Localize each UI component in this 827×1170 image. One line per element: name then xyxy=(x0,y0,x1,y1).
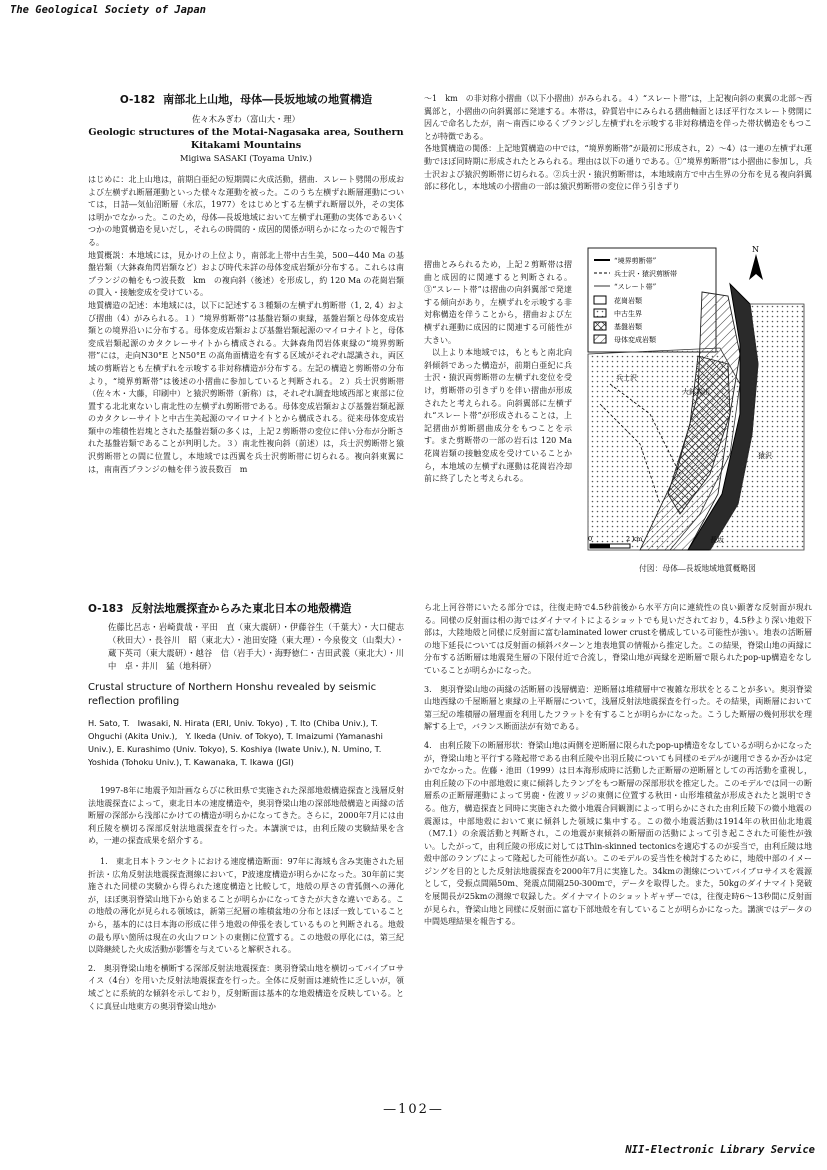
scale-label: 0 xyxy=(588,535,593,543)
relation-paragraph-cont: 摺曲とみられるため，上記２剪断帯は摺曲と成因的に関連すると判断される。③“スレート帯”は摺曲の向斜翼部で発達する傾向があり，左横ずれを示唆する非対称構造を伴うことから，摺曲および左横ずれ運動に成因的に関連する可能性が大きい。 xyxy=(424,260,572,345)
abstract-o182-right-narrow xyxy=(424,259,572,486)
north-arrow-icon xyxy=(749,254,763,280)
authors-ja: 佐藤比呂志・岩崎貴哉・平田 直（東大震研）・伊藤谷生（千葉大）・大口健志（秋田大）・長谷川 昭（東北大）・池田安隆（東大理）・今泉俊文（山梨大）・蔵下英司（東大震研）・越谷 信（岩手大）・海野徳仁・吉田武義（東北大）・川中 卓・井川 猛（地科研） xyxy=(108,622,404,671)
continuation-paragraph: 〜1 km の非対称小摺曲（以下小摺曲）がみられる。４）“スレート帯”は，上記複向斜の東翼の北部〜西翼部と，小摺曲の向斜翼部に発達する。本帯は，砕質岩中にみられる摺曲軸面とほぼ平行なスレート劈開に因んで命名したが，南〜南西にゆるくプランジし左横ずれを示唆する非対称構造を伴った帯状構造をもつことが特徴である。 xyxy=(424,94,812,141)
abstract-title-en xyxy=(88,126,404,152)
place-label: 兵士沢 xyxy=(616,374,637,382)
abstract-id: O-182 xyxy=(119,94,156,106)
author-ja: 佐々木みぎわ（富山大・理） xyxy=(192,114,300,124)
north-label: N xyxy=(752,245,759,254)
intro-paragraph: はじめに：北上山地は，前期白亜紀の短期間に火成活動，摺曲．スレート劈開の形成および左横ずれ断層運動といった様々な運動を被った。このうち左横ずれ断層運動については，日詰―気仙沼断層（永広，1977）をはじめとする左横ずれ断層以外，その実体は明かでなかった。このため，母体―長坂地域において左横ずれ運動の実体であるいくつかの地質構造を見いだし，それらの時間的・成因的関係が明らかになったので報告する。 xyxy=(88,175,404,247)
legend-label: 基盤岩類 xyxy=(614,323,642,331)
conclusion-paragraph: 以上より本地域では，もともと南北向斜傾斜であった構造が，前期白亜紀に兵士沢・猿沢両剪断帯の左横ずれ変位を受け，剪断帯の引きずりを伴い摺曲が形成されたと考えられる。向斜翼部に左横ずれ“スレート帯”が形成されることは，上記摺曲が剪断摺曲成分をもつことを示す。また剪断帯の一部の岩石は 120 Ma 花崗岩類の接触変成を受けていることから，本地域の左横ずれ運動は花崗岩冷却前に終了したと考えられる。 xyxy=(424,348,572,484)
abstract-title-ja: 南部北上山地，母体―長坂地域の地質構造 xyxy=(163,93,373,106)
section-1-paragraph: 1. 東北日本トランセクトにおける速度構造断面：97年に海域も含み実施された屈折法・広角反射法地震探査測線において，P波速度構造が明らかになった。30年前に実施された同様の実験から得られた速度構造と比較して，地殻の厚さの背弧側への薄化が，ほぼ奥羽脊梁山地下から始まることが明らかになってきたが大きな違いである。この地殻の薄化が見られる領域は，新第三紀層の堆積盆地の分布とほぼ一致していることから，基本的には日本海の形成に伴う地殻の伸張を表しているものと判断される。地殻の最も厚い箇所は現在の火山フロントの東側に位置する。この地殻の厚化には，第三紀以降継続した火成活動が影響を与えていると解釈される。 xyxy=(88,856,404,955)
relation-paragraph: 各地質構造の関係：上記地質構造の中では，“境界剪断帯”が最初に形成され，2）〜4）は一連の左横ずれ運動でほぼ同時期に形成されたとみられる。理由は以下の通りである。①“境界剪断帯”は小摺曲に参加し，兵士沢および猿沢剪断帯に切られる。②兵士沢・猿沢剪断帯は，本地域南方で中古生界の分布を見る複向斜翼部に移化し，本地域の小摺曲の一部は猿沢剪断帯の変位に伴う引きずり xyxy=(424,144,812,192)
scale-label: 2 km xyxy=(626,535,643,543)
authors-en: H. Sato, T. Iwasaki, N. Hirata (ERI, Univ. Tokyo) , T. Ito (Chiba Univ.), T. Ohguchi (Akita Univ.), Y. Ikeda (Univ. of Tokyo), T. Imaizumi (Yamanashi Univ.), E. Kurashimo (Univ. Tokyo), S. Koshiya (Iwate Univ.), N. Umino, T. Yoshida (Tohoku Univ.), T. Kawanaka, T. Ikawa (JGI) xyxy=(88,718,383,767)
abstract-title-ja: 反射法地震探査からみた東北日本の地殻構造 xyxy=(131,602,352,615)
abstract-title-en: Crustal structure of Northern Honshu revealed by seismic reflection profiling xyxy=(88,682,377,707)
title-en-line-1: Geologic structures of the Motai-Nagasaka area, Southern xyxy=(88,127,404,138)
section-2-paragraph: 2. 奥羽脊梁山地を横断する深部反射法地震探査：奥羽脊梁山地を横切ってバイブロサイス（4台）を用いた反射法地震探査を行った。全体に反射面は連続性に乏しいが，領域ごとに系統的な傾斜を示しており，反射断面は基本的な地殻構造を反映している。とくに真昼山地東方の奥羽脊梁山地か xyxy=(88,963,404,1011)
place-label: 長坂 xyxy=(710,536,724,544)
intro-paragraph: 1997-8年に地震予知計画ならびに秋田県で実施された深部地殻構造探査と浅層反射法地震探査によって，東北日本の速度構造や，奥羽脊梁山地の深部地殻構造と両縁の活断層の深部から浅部にかけての構造が明らかになってきた。さらに，2000年7月には由利丘陵を横切る深部反射法地震探査を行った。本講演では，由利丘陵の実験結果を含め，一連の探査成果を紹介する。 xyxy=(88,786,404,846)
structure-description-paragraph: 地質構造の記述：本地域には，以下に記述する３種類の左横ずれ剪断帯（1, 2, 4）および摺曲（4）がみられる。１）“境界剪断帯”は基盤岩類の東縁，基盤岩類と母体変成岩類との境界沿いに分布する。母体変成岩類および基盤岩類起源のマイロナイトと，母体変成岩類起源のカタクレーサイトから構成される。大鉢森角閃岩体東縁の“境界剪断帯”には，走向N30°E とN50°E の高角面構造を有する区域がそれぞれ認識され，両区域の剪断岩とも左横ずれを示唆する非対称構造が分布する。左記の構造と剪断帯の分布より，“境界剪断帯”は後述の小摺曲に参加していると判断される。２）兵士沢剪断帯（佐々木・大藤，印刷中）と猿沢剪断帯（新称）は，それぞれ調査地域西部と東部に位置する北北東ないし南北性の左横ずれ剪断帯である。母体変成岩類および基盤岩類起源のカタクレーサイトと中古生美起源のマイロナイトとから構成される。従来母体変成岩類中の堆積性岩塊とされた基盤岩類の多くは，上記２剪断帯の変位に伴い分布が分断された基盤岩類であることが判明した。３）南北性複向斜（前述）は，兵士沢剪断帯と猿沢剪断帯との間に位置し，本地域では西翼を兵士沢剪断帯に切られる。複向斜東翼には，南南西プランジの軸を伴う波長数百 m xyxy=(88,300,404,474)
legend-label: “スレート帯” xyxy=(614,283,657,291)
abstract-o182-right xyxy=(424,93,812,194)
author-en: Migiwa SASAKI (Toyama Univ.) xyxy=(179,153,313,163)
library-footer: NII-Electronic Library Service xyxy=(625,1144,815,1156)
geology-summary-paragraph: 地質概説：本地域には，見かけの上位より，南部北上帯中古生美，500−440 Ma の基盤岩類（大鉢森角閃岩類など）および時代未詳の母体変成岩類が分布する。これらは南プランジの軸をもつ波長数 km の複向斜（後述）を形成し，約 120 Ma の花崗岩類の貫入・接触変成を受けている。 xyxy=(88,250,404,298)
abstract-id: O-183 xyxy=(88,603,124,615)
abstract-o183-right xyxy=(424,602,812,929)
geologic-map-figure xyxy=(580,244,808,571)
continuation-paragraph: ら北上河谷帯にいたる部分では，往復走時で4.5秒前後から水平方向に連続性の良い顕著な反射面が現れる。同様の反射面は相の海ではダイナマイトによるショットでも見いだされており，4.5秒より深い地殻下部は，大陸地殻と同様に反射面に富むlaminated lower crustを構成している可能性が強い。地表の活断層の地下延長については反射面の傾斜パターンと地表地質の情報から推定した。この結果，脊梁山地の両縁に分布する活断層は地震発生層の下限付近で合流し，脊梁山地が両縁を逆断層で限られたpop-up構造をなしていることが明らかになった。 xyxy=(424,603,812,675)
title-en-line-2: Kitakami Mountains xyxy=(190,140,302,151)
legend-label: 母体変成岩類 xyxy=(614,336,656,344)
legend-label: 兵士沢・猿沢剪断帯 xyxy=(614,270,677,278)
legend-label: “境界剪断帯” xyxy=(614,257,657,265)
abstract-o182-left xyxy=(88,93,404,476)
legend-label: 花崗岩類 xyxy=(614,297,642,305)
section-3-paragraph: 3. 奥羽脊梁山地の両縁の活断層の浅層構造：逆断層は堆積層中で複雑な形状をとることが多い。奥羽脊梁山地西縁の千屋断層と東縁の上平断層について，浅層反射法地震探査を行った。その結果，両断層において第三紀の堆積層の層理面を利用したフラットを有することが明らかになった。こうした断層の幾何形状を理解する上で，バランス断面法が有効である。 xyxy=(424,684,812,732)
society-header: The Geological Society of Japan xyxy=(10,4,206,16)
place-label: 猿沢 xyxy=(758,452,772,460)
abstract-o183-left xyxy=(88,602,404,1013)
figure-caption: 付図：母体―長坂地域地質概略図 xyxy=(639,564,756,573)
geologic-map xyxy=(580,244,808,571)
page-number: —102— xyxy=(383,1102,444,1117)
place-label: 大鉢森山 xyxy=(682,388,710,396)
section-4-paragraph: 4. 由利丘陵下の断層形状：脊梁山地は両側を逆断層に限られたpop-up構造をなしているが明らかになったが，脊梁山地と平行する隆起帯である由利丘陵や出羽丘陵についても同様のモデルが適用できるか否かは定かでなかった。佐藤・池田（1999）は日本海形成時に活動した正断層の逆断層としての再活動を重視し，由利丘陵の下の中部地殻に東に傾斜したランプをもつ断層の深部形状を推定した。このモデルでは同一の断層系の正断層運動によって男鹿・佐渡リッジの東側に位置する秋田・山形堆積盆が形成されたと説明できる。他方，構造探査と同時に実施された微小地震合同観測によって明らかにされた由利丘陵下の微小地震の震源は，中部地殻において東に傾斜した領域に集中する。この微小地震活動は1914年の秋田仙北地震（M7.1）の余震活動と判断され，この地震が東傾斜の断層面の活動によって引き起こされた可能性が強い。したがって，由利丘陵の形成に対してはThin-skinned tectonicsを適応するのが妥当で，由利丘陵は地殻中部のランプによって隆起した可能性が高い。このモデルの妥当性を検討するために，地殻中部のイメージングを目的とした反射法地震探査を2000年7月に実施した。34kmの測線についてバイブロサイスを震源として，受振点間隔50m、発震点間隔250-300mで，データを取得した。また，50kgのダイナマイト発破を展開長が25kmの測線で収録した。ダイナマイトのショットギャザーでは，往復走時6〜13秒間に反射面が見られ，脊梁山地と同様に反射面に富む下部地殻を有していることが明らかになった。講演ではデータの中間処理結果を報告する。 xyxy=(424,740,812,927)
legend-label: 中古生界 xyxy=(614,310,642,318)
